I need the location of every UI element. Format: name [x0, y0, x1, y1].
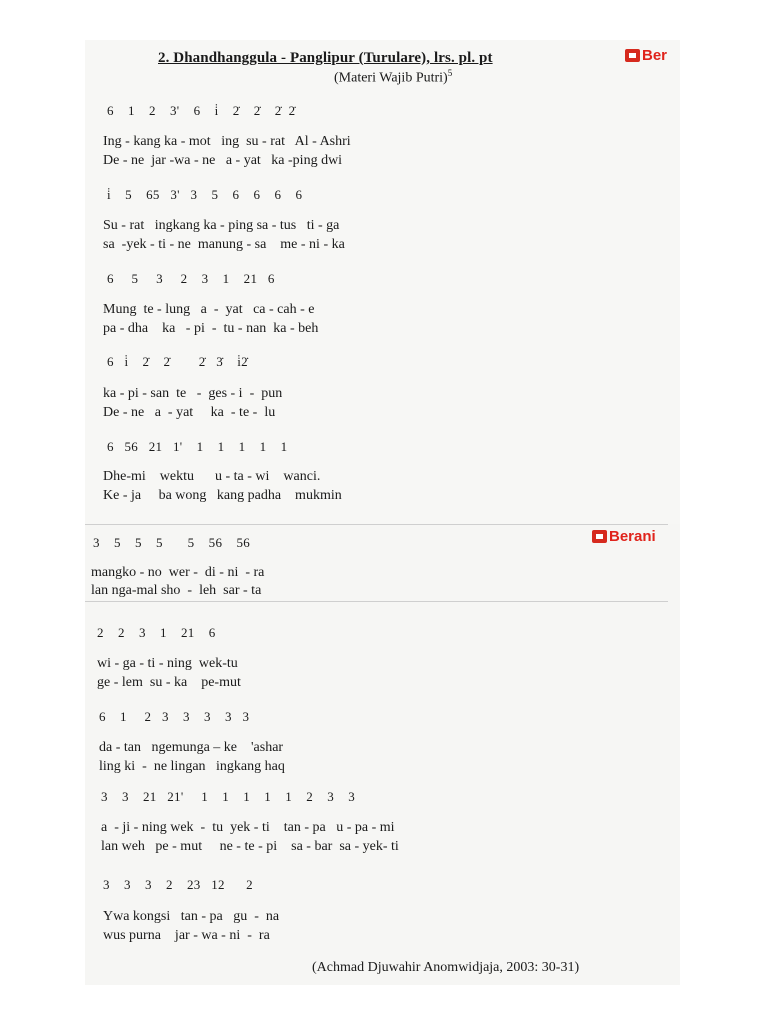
watermark-brand: Berani: [609, 528, 656, 545]
lyric-line: Ing - kang ka - mot ing su - rat Al - Ashri: [103, 134, 351, 149]
lyric-line: mangko - no wer - di - ni - ra: [91, 565, 265, 580]
subtitle-text: (Materi Wajib Putri): [334, 70, 448, 86]
lyric-line: pa - dha ka - pi - tu - nan ka - beh: [103, 321, 319, 336]
lyric-line: wi - ga - ti - ning wek-tu: [97, 656, 238, 671]
scan-seam: [85, 524, 668, 525]
notation-line: 6 1 2 3 3 3 3 3: [99, 709, 250, 724]
lyric-line: ling ki - ne lingan ingkang haq: [99, 759, 285, 774]
notation-line: 3 3 3 2 23 12 2: [103, 877, 253, 892]
page-title: 2. Dhandhanggula - Panglipur (Turulare), lrs. pl. pt: [158, 50, 493, 66]
notation-line: 6 56 21 1' 1 1 1 1 1: [107, 439, 288, 454]
notation-line: 6 5 3 2 3 1 21 6: [107, 271, 275, 286]
lyric-line: wus purna jar - wa - ni - ra: [103, 928, 270, 943]
lyric-line: Ke - ja ba wong kang padha mukmin: [103, 488, 342, 503]
lyric-line: Dhe-mi wektu u - ta - wi wanci.: [103, 469, 321, 484]
lyric-line: De - ne a - yat ka - te - lu: [103, 405, 276, 420]
watermark-logo: [625, 47, 667, 64]
citation: (Achmad Djuwahir Anomwidjaja, 2003: 30-31): [312, 960, 580, 975]
youtube-icon: [592, 530, 607, 543]
youtube-icon: [625, 49, 640, 62]
page-subtitle: [334, 68, 452, 87]
notation-line: 3 3 21 21' 1 1 1 1 1 2 3 3: [101, 789, 356, 804]
lyric-line: Ywa kongsi tan - pa gu - na: [103, 909, 280, 924]
notation-line: 3 5 5 5 5 56 56: [93, 535, 251, 550]
lyric-line: lan nga-mal sho - leh sar - ta: [91, 583, 262, 598]
lyric-line: da - tan ngemunga – ke 'ashar: [99, 740, 284, 755]
lyric-line: Su - rat ingkang ka - ping sa - tus ti - ga: [103, 218, 340, 233]
footnote-marker: 5: [447, 68, 453, 78]
lyric-line: lan weh pe - mut ne - te - pi sa - bar sa - yek- ti: [101, 839, 399, 854]
lyric-line: ge - lem su - ka pe-mut: [97, 675, 241, 690]
watermark-brand: Ber: [642, 47, 668, 64]
notation-line: i̇ 5 65 3' 3 5 6 6 6 6: [107, 187, 303, 202]
lyric-line: ka - pi - san te - ges - i - pun: [103, 386, 283, 401]
notation-line: 6 i̇ 2̇ 2̇ 2̇ 3̇ i̇2̇: [107, 354, 248, 369]
notation-line: 6 1 2 3' 6 i̇ 2̇ 2̇ 2̇ 2̇: [107, 103, 296, 118]
lyric-line: a - ji - ning wek - tu yek - ti tan - pa u - pa - mi: [101, 820, 395, 835]
notation-line: 2 2 3 1 21 6: [97, 625, 216, 640]
watermark-logo: [592, 528, 656, 545]
scan-seam: [85, 601, 668, 602]
lyric-line: Mung te - lung a - yat ca - cah - e: [103, 302, 315, 317]
lyric-line: sa -yek - ti - ne manung - sa me - ni - ka: [103, 237, 345, 252]
lyric-line: De - ne jar -wa - ne a - yat ka -ping dwi: [103, 153, 343, 168]
